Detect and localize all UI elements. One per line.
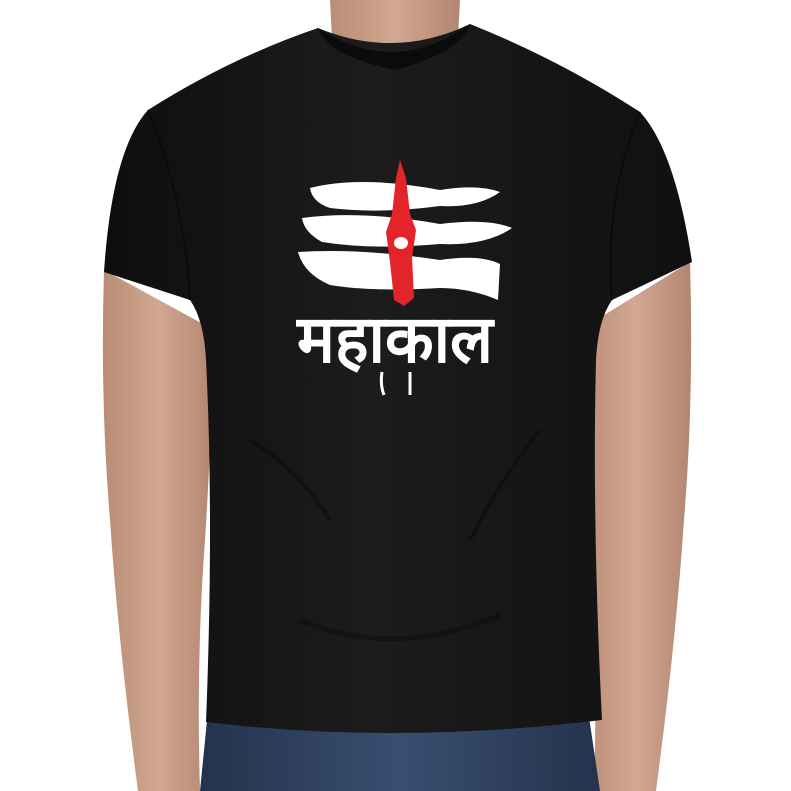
print-text: महाकाल: [295, 301, 496, 378]
tilak-dot: [394, 237, 408, 249]
